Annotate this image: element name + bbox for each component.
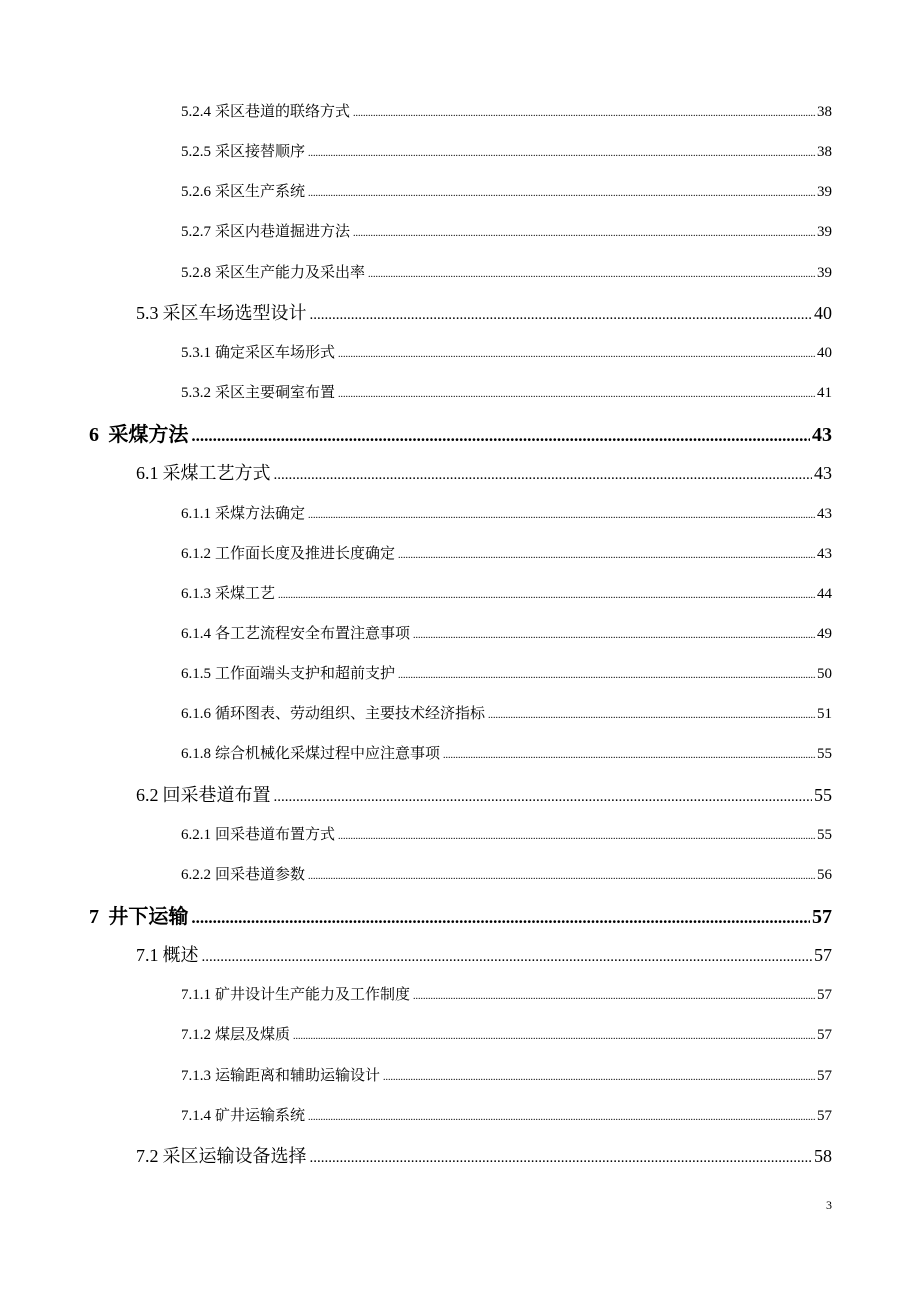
toc-entry-title: 循环图表、劳动组织、主要技术经济指标 xyxy=(215,706,486,723)
toc-entry-number: 6.1.5 xyxy=(181,666,211,683)
toc-entry-number: 5.2.7 xyxy=(181,224,211,241)
toc-entry[interactable] xyxy=(181,220,832,241)
toc-entry-number: 7 xyxy=(89,906,99,928)
toc-entry-title: 采区运输设备选择 xyxy=(162,1145,307,1166)
toc-entry-number: 7.1.4 xyxy=(181,1107,211,1124)
toc-entry-page: 55 xyxy=(817,826,832,843)
toc-dot-leader xyxy=(274,789,813,806)
toc-entry-page: 43 xyxy=(814,463,832,484)
toc-entry[interactable] xyxy=(181,863,832,884)
toc-entry-title: 煤层及煤质 xyxy=(215,1027,291,1044)
toc-entry-title: 工作面端头支护和超前支护 xyxy=(215,666,396,683)
toc-entry-page: 39 xyxy=(817,264,832,281)
toc-entry-number: 5.3.2 xyxy=(181,385,211,402)
toc-entry-number: 5.2.5 xyxy=(181,144,211,161)
toc-entry[interactable] xyxy=(181,742,832,763)
toc-entry-title: 工作面长度及推进长度确定 xyxy=(215,545,396,562)
toc-entry-number: 6.2.1 xyxy=(181,826,211,843)
toc-entry-title: 综合机械化采煤过程中应注意事项 xyxy=(215,746,441,763)
toc-entry[interactable] xyxy=(181,100,832,121)
toc-entry-page: 38 xyxy=(817,144,832,161)
toc-entry[interactable] xyxy=(181,622,832,643)
toc-entry-page: 55 xyxy=(814,784,832,805)
toc-dot-leader xyxy=(191,908,810,928)
toc-entry-title: 采煤工艺方式 xyxy=(162,463,271,484)
toc-entry-title: 采区巷道的联络方式 xyxy=(215,104,351,120)
toc-entry-page: 39 xyxy=(817,184,832,201)
toc-entry-number: 6.1.1 xyxy=(181,505,211,522)
toc-entry-number: 6.1.4 xyxy=(181,625,211,642)
toc-entry-title: 回采巷道布置 xyxy=(162,784,271,805)
toc-entry-page: 41 xyxy=(817,385,832,402)
toc-entry-number: 5.2.8 xyxy=(181,264,211,281)
toc-entry-page: 43 xyxy=(817,545,832,562)
toc-dot-leader xyxy=(338,349,815,360)
toc-entry-page: 38 xyxy=(817,104,832,120)
toc-entry-page: 57 xyxy=(817,1107,832,1124)
toc-dot-leader xyxy=(310,307,813,324)
toc-entry-number: 5.3.1 xyxy=(181,344,211,361)
toc-entry-title: 采煤方法确定 xyxy=(215,505,306,522)
toc-dot-leader xyxy=(443,750,815,761)
toc-entry-number: 5.3 xyxy=(136,302,159,323)
toc-entry-title: 概述 xyxy=(162,945,199,966)
toc-dot-leader xyxy=(353,108,815,119)
toc-entry-number: 7.1.3 xyxy=(181,1067,211,1084)
toc-entry-number: 7.1.2 xyxy=(181,1027,211,1044)
toc-dot-leader xyxy=(308,871,815,882)
toc-entry-page: 57 xyxy=(814,945,832,966)
toc-entry-page: 57 xyxy=(817,1067,832,1084)
toc-dot-leader xyxy=(413,630,815,641)
toc-dot-leader xyxy=(293,1031,815,1042)
toc-dot-leader xyxy=(202,949,813,966)
toc-entry[interactable] xyxy=(181,180,832,201)
toc-entry-number: 6.1.8 xyxy=(181,746,211,763)
toc-entry[interactable] xyxy=(181,140,832,161)
toc-entry-number: 6.1 xyxy=(136,463,159,484)
toc-entry[interactable] xyxy=(136,459,832,485)
toc-entry-page: 57 xyxy=(817,1027,832,1044)
toc-entry-page: 57 xyxy=(812,906,832,928)
toc-entry-title: 确定采区车场形式 xyxy=(215,344,336,361)
toc-entry-page: 49 xyxy=(817,625,832,642)
toc-entry[interactable] xyxy=(181,261,832,282)
toc-dot-leader xyxy=(488,710,815,721)
toc-entry-title: 回采巷道参数 xyxy=(215,866,306,883)
toc-entry-number: 6.1.3 xyxy=(181,585,211,602)
toc-entry-number: 5.2.4 xyxy=(181,104,211,120)
toc-entry-title: 矿井运输系统 xyxy=(215,1107,306,1124)
toc-dot-leader xyxy=(338,389,815,400)
toc-entry[interactable] xyxy=(181,542,832,563)
toc-dot-leader xyxy=(310,1150,813,1167)
toc-entry-title: 采区内巷道掘进方法 xyxy=(215,224,351,241)
toc-entry[interactable] xyxy=(181,983,832,1004)
toc-entry-page: 55 xyxy=(817,746,832,763)
toc-entry-number: 6.2.2 xyxy=(181,866,211,883)
toc-entry-page: 58 xyxy=(814,1145,832,1166)
toc-entry-page: 50 xyxy=(817,666,832,683)
toc-entry-title: 采煤方法 xyxy=(108,424,189,447)
toc-dot-leader xyxy=(398,550,815,561)
toc-dot-leader xyxy=(368,269,815,280)
toc-entry[interactable] xyxy=(136,299,832,325)
toc-entry-number: 6.1.6 xyxy=(181,706,211,723)
toc-entry-number: 7.2 xyxy=(136,1145,159,1166)
toc-entry[interactable] xyxy=(136,781,832,807)
toc-entry[interactable] xyxy=(181,823,832,844)
toc-entry[interactable] xyxy=(136,941,832,967)
toc-entry-title: 采区主要硐室布置 xyxy=(215,385,336,402)
toc-entry-number: 6.2 xyxy=(136,784,159,805)
toc-dot-leader xyxy=(338,831,815,842)
toc-dot-leader xyxy=(383,1072,815,1083)
toc-entry-page: 43 xyxy=(817,505,832,522)
toc-entry-page: 40 xyxy=(817,344,832,361)
toc-entry-title: 回采巷道布置方式 xyxy=(215,826,336,843)
toc-entry[interactable] xyxy=(89,418,832,447)
toc-entry-title: 井下运输 xyxy=(108,906,189,928)
toc-entry-number: 5.2.6 xyxy=(181,184,211,201)
toc-entry[interactable] xyxy=(181,1104,832,1125)
toc-entry-page: 39 xyxy=(817,224,832,241)
toc-entry-page: 40 xyxy=(814,302,832,323)
toc-entry[interactable] xyxy=(181,582,832,603)
toc-dot-leader xyxy=(308,510,815,521)
toc-dot-leader xyxy=(308,188,815,199)
toc-dot-leader xyxy=(413,991,815,1002)
toc-entry-title: 采煤工艺 xyxy=(215,585,276,602)
toc-dot-leader xyxy=(191,426,810,446)
toc-entry-page: 43 xyxy=(812,424,832,447)
toc-entry[interactable] xyxy=(181,1023,832,1044)
toc-entry-number: 6 xyxy=(89,424,99,447)
toc-entry-title: 矿井设计生产能力及工作制度 xyxy=(215,987,411,1004)
toc-dot-leader xyxy=(353,228,815,239)
toc-dot-leader xyxy=(308,148,815,159)
toc-entry[interactable] xyxy=(181,381,832,402)
toc-entry-page: 56 xyxy=(817,866,832,883)
toc-entry-title: 采区接替顺序 xyxy=(215,144,306,161)
page-number: 3 xyxy=(826,1198,832,1212)
toc-entry[interactable] xyxy=(136,1142,832,1168)
toc-dot-leader xyxy=(278,590,815,601)
toc-entry-title: 采区车场选型设计 xyxy=(162,302,307,323)
toc-entry[interactable] xyxy=(181,1064,832,1085)
toc-entry[interactable] xyxy=(181,341,832,362)
toc-entry[interactable] xyxy=(181,502,832,523)
toc-entry-title: 采区生产系统 xyxy=(215,184,306,201)
toc-entry[interactable] xyxy=(181,662,832,683)
toc-dot-leader xyxy=(274,467,813,484)
toc-entry-number: 7.1.1 xyxy=(181,987,211,1004)
toc-dot-leader xyxy=(308,1112,815,1123)
toc-entry-title: 各工艺流程安全布置注意事项 xyxy=(215,625,411,642)
toc-entry-title: 采区生产能力及采出率 xyxy=(215,264,366,281)
toc-entry-page: 44 xyxy=(817,585,832,602)
toc-dot-leader xyxy=(398,670,815,681)
toc-entry-page: 51 xyxy=(817,706,832,723)
toc-entry-number: 7.1 xyxy=(136,945,159,966)
toc-entry-number: 6.1.2 xyxy=(181,545,211,562)
toc-entry[interactable] xyxy=(181,702,832,723)
toc-entry[interactable] xyxy=(89,900,832,929)
toc-entry-page: 57 xyxy=(817,987,832,1004)
toc-entry-title: 运输距离和辅助运输设计 xyxy=(215,1067,381,1084)
